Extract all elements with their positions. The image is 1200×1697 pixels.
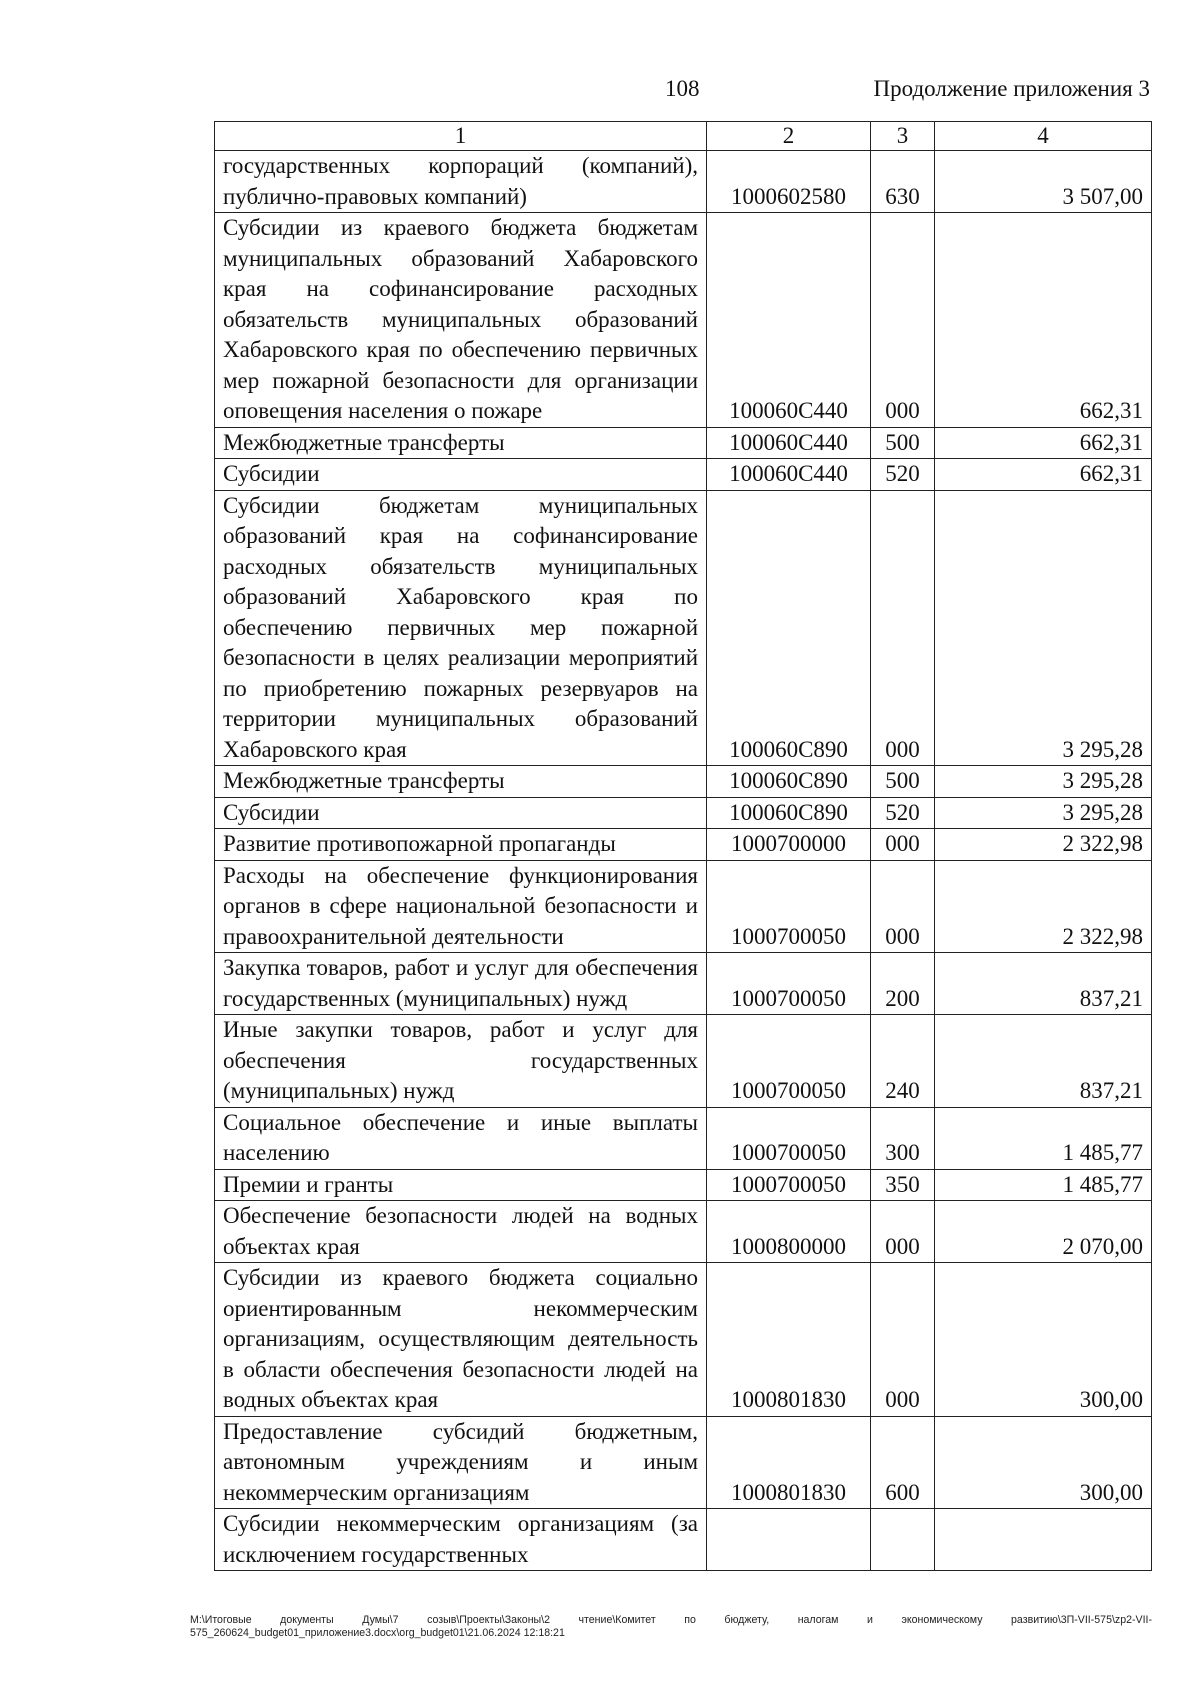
row-name: Субсидии из краевого бюджета социально ориентированным некоммерческим организациям, осуществляющим деятельность в области обеспечения безопасности людей на водных объектах края xyxy=(215,1263,707,1417)
row-type: 500 xyxy=(871,427,935,459)
table-row xyxy=(215,1169,1152,1201)
budget-table xyxy=(214,121,1152,1571)
row-code: 1000700050 xyxy=(707,1169,871,1201)
row-type: 200 xyxy=(871,953,935,1015)
table-row xyxy=(215,1107,1152,1169)
row-code: 100060C890 xyxy=(707,797,871,829)
row-code: 100060C890 xyxy=(707,766,871,798)
row-code: 1000801830 xyxy=(707,1416,871,1509)
row-name: Иные закупки товаров, работ и услуг для обеспечения государственных (муниципальных) нужд xyxy=(215,1015,707,1108)
row-sum: 3 295,28 xyxy=(935,490,1152,766)
file-path-footer: M:\Итоговые документы Думы\7 созыв\Проекты\Законы\2 чтение\Комитет по бюджету, налогам и экономическому развитию\3П-VII-575\zp2-VII-575_260624_budget01_приложение3.docx\org_budget01\21.06.2024 12:18:21 xyxy=(190,1614,1152,1639)
table-row xyxy=(215,1015,1152,1108)
row-type: 300 xyxy=(871,1107,935,1169)
row-code: 1000700000 xyxy=(707,829,871,861)
row-code: 100060C440 xyxy=(707,459,871,491)
row-sum: 662,31 xyxy=(935,459,1152,491)
row-sum: 300,00 xyxy=(935,1416,1152,1509)
row-sum: 2 322,98 xyxy=(935,829,1152,861)
row-type xyxy=(871,1509,935,1571)
table-row xyxy=(215,766,1152,798)
row-type: 000 xyxy=(871,1263,935,1417)
row-code: 1000602580 xyxy=(707,151,871,213)
row-name: Премии и гранты xyxy=(215,1169,707,1201)
row-sum: 662,31 xyxy=(935,427,1152,459)
row-type: 000 xyxy=(871,213,935,428)
row-type: 000 xyxy=(871,829,935,861)
row-type: 000 xyxy=(871,1201,935,1263)
row-name: Предоставление субсидий бюджетным, автономным учреждениям и иным некоммерческим организациям xyxy=(215,1416,707,1509)
table-row xyxy=(215,490,1152,766)
row-name: Субсидии из краевого бюджета бюджетам муниципальных образований Хабаровского края на софинансирование расходных обязательств муниципальных образований Хабаровского края по обеспечению первичных мер пожарной безопасности для организации оповещения населения о пожаре xyxy=(215,213,707,428)
row-name: Закупка товаров, работ и услуг для обеспечения государственных (муниципальных) нужд xyxy=(215,953,707,1015)
row-type: 350 xyxy=(871,1169,935,1201)
row-type: 520 xyxy=(871,459,935,491)
row-sum xyxy=(935,1509,1152,1571)
continuation-label: Продолжение приложения 3 xyxy=(873,76,1150,101)
row-sum: 2 322,98 xyxy=(935,860,1152,953)
table-row xyxy=(215,151,1152,213)
row-code: 100060C440 xyxy=(707,213,871,428)
page-number: 108 xyxy=(665,76,700,101)
table-row xyxy=(215,1416,1152,1509)
row-code: 1000700050 xyxy=(707,1107,871,1169)
table-row xyxy=(215,797,1152,829)
column-numbers-row xyxy=(215,122,1152,151)
row-name: Расходы на обеспечение функционирования органов в сфере национальной безопасности и правоохранительной деятельности xyxy=(215,860,707,953)
row-name: Межбюджетные трансферты xyxy=(215,427,707,459)
table-row xyxy=(215,829,1152,861)
row-name: Межбюджетные трансферты xyxy=(215,766,707,798)
table-row xyxy=(215,953,1152,1015)
page-header xyxy=(0,76,1200,110)
row-code: 100060C440 xyxy=(707,427,871,459)
column-header-2: 2 xyxy=(707,122,871,151)
column-header-3: 3 xyxy=(871,122,935,151)
table-row xyxy=(215,213,1152,428)
table-row xyxy=(215,1263,1152,1417)
row-sum: 3 507,00 xyxy=(935,151,1152,213)
row-sum: 3 295,28 xyxy=(935,766,1152,798)
row-code: 100060C890 xyxy=(707,490,871,766)
row-type: 000 xyxy=(871,490,935,766)
row-sum: 662,31 xyxy=(935,213,1152,428)
row-sum: 300,00 xyxy=(935,1263,1152,1417)
row-sum: 837,21 xyxy=(935,953,1152,1015)
table-row xyxy=(215,1201,1152,1263)
row-type: 240 xyxy=(871,1015,935,1108)
row-name: Обеспечение безопасности людей на водных объектах края xyxy=(215,1201,707,1263)
row-code: 1000700050 xyxy=(707,1015,871,1108)
row-code: 1000801830 xyxy=(707,1263,871,1417)
row-name: Социальное обеспечение и иные выплаты населению xyxy=(215,1107,707,1169)
row-sum: 837,21 xyxy=(935,1015,1152,1108)
row-sum: 1 485,77 xyxy=(935,1107,1152,1169)
row-code: 1000700050 xyxy=(707,860,871,953)
row-code xyxy=(707,1509,871,1571)
row-sum: 3 295,28 xyxy=(935,797,1152,829)
row-type: 000 xyxy=(871,860,935,953)
row-name: государственных корпораций (компаний), публично-правовых компаний) xyxy=(215,151,707,213)
table-row xyxy=(215,1509,1152,1571)
row-name: Развитие противопожарной пропаганды xyxy=(215,829,707,861)
row-type: 630 xyxy=(871,151,935,213)
row-name: Субсидии xyxy=(215,459,707,491)
table-row xyxy=(215,459,1152,491)
row-sum: 1 485,77 xyxy=(935,1169,1152,1201)
row-code: 1000700050 xyxy=(707,953,871,1015)
table-row xyxy=(215,427,1152,459)
row-code: 1000800000 xyxy=(707,1201,871,1263)
column-header-4: 4 xyxy=(935,122,1152,151)
row-type: 600 xyxy=(871,1416,935,1509)
row-type: 500 xyxy=(871,766,935,798)
row-name: Субсидии некоммерческим организациям (за исключением государственных xyxy=(215,1509,707,1571)
row-name: Субсидии xyxy=(215,797,707,829)
column-header-1: 1 xyxy=(215,122,707,151)
row-sum: 2 070,00 xyxy=(935,1201,1152,1263)
table-row xyxy=(215,860,1152,953)
row-type: 520 xyxy=(871,797,935,829)
row-name: Субсидии бюджетам муниципальных образований края на софинансирование расходных обязательств муниципальных образований Хабаровского края по обеспечению первичных мер пожарной безопасности в целях реализации мероприятий по приобретению пожарных резервуаров на территории муниципальных образований Хабаровского края xyxy=(215,490,707,766)
